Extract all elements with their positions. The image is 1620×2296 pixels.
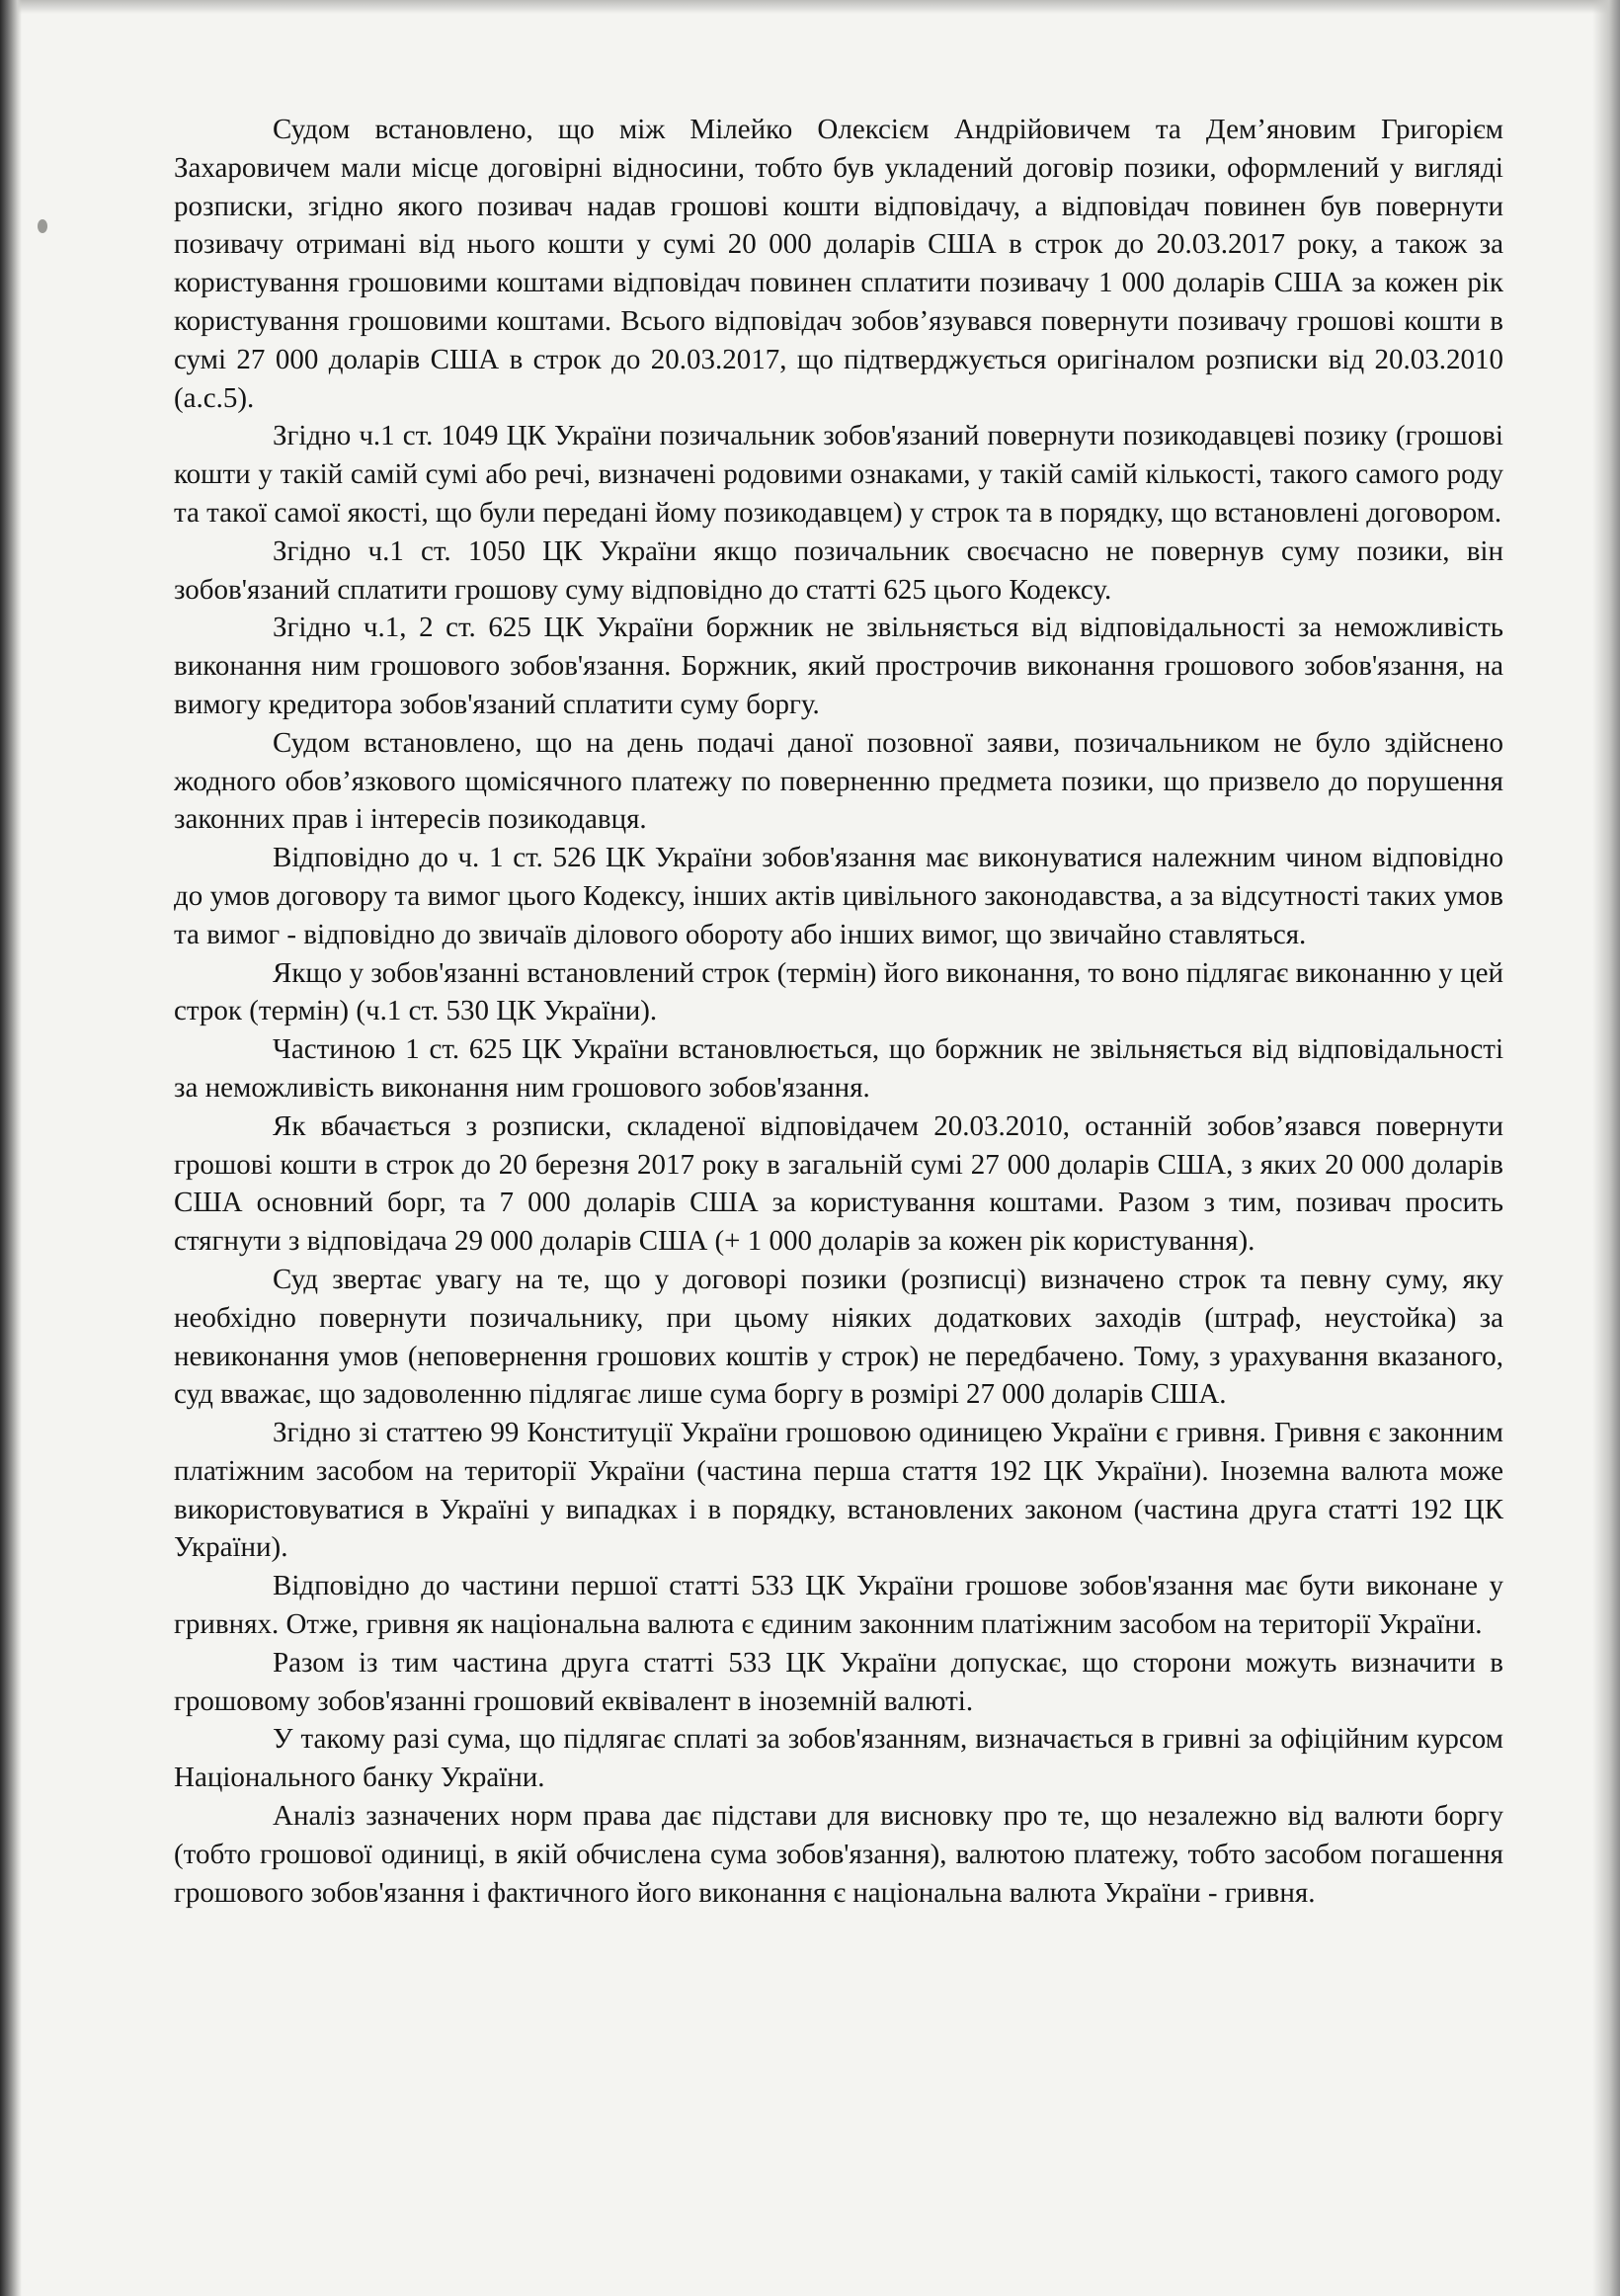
paragraph-3: Згідно ч.1 ст. 1050 ЦК України якщо позичальник своєчасно не повернув суму позики, він зобов'язаний сплатити грошову суму відповідно до статті 625 цього Кодексу.	[174, 534, 1503, 606]
paragraph-4: Згідно ч.1, 2 ст. 625 ЦК України боржник не звільняється від відповідальності за неможливість виконання ним грошового зобов'язання. Боржник, який прострочив виконання грошового зобов'язання, на вимогу кредитора зобов'язаний сплатити суму боргу.	[174, 612, 1503, 720]
paragraph-1: Судом встановлено, що між Мілейко Олексієм Андрійовичем та Дем’яновим Григорієм Захаровичем мали місце договірні відносини, тобто був укладений договір позики, оформлений у вигляді розписки, згідно якого позивач надав грошові кошти відповідачу, а відповідач повинен був повернути позивачу отримані від нього кошти у сумі 20 000 доларів США в строк до 20.03.2017 року, а також за користування грошовими коштами відповідач повинен сплатити позивачу 1 000 доларів США за кожен рік користування грошовими коштами. Всього відповідач зобов’язувався повернути позивачу грошові кошти в сумі 27 000 доларів США в строк до 20.03.2017, що підтверджується оригіналом розписки від 20.03.2010 (а.с.5).	[174, 114, 1503, 414]
paragraph-10: Суд звертає увагу на те, що у договорі позики (розписці) визначено строк та певну суму, яку необхідно повернути позичальнику, при цьому ніяких додаткових заходів (штраф, неустойка) за невиконання умов (неповернення грошових коштів у строк) не передбачено. Тому, з урахування вказаного, суд вважає, що задоволенню підлягає лише сума боргу в розмірі 27 000 доларів США.	[174, 1263, 1503, 1411]
paragraph-13: Разом із тим частина друга статті 533 ЦК України допускає, що сторони можуть визначити в грошовому зобов'язанні грошовий еквівалент в іноземній валюті.	[174, 1646, 1503, 1717]
paragraph-15: Аналіз зазначених норм права дає підстави для висновку про те, що незалежно від валюти боргу (тобто грошової одиниці, в якій обчислена сума зобов'язання), валютою платежу, тобто засобом погашення грошового зобов'язання і фактичного його виконання є національна валюта України - гривня.	[174, 1800, 1503, 1909]
paragraph-2: Згідно ч.1 ст. 1049 ЦК України позичальник зобов'язаний повернути позикодавцеві позику (грошові кошти у такій самій сумі або речі, визначені родовими ознаками, у такій самій кількості, такого самого роду та такої самої якості, що були передані йому позикодавцем) у строк та в порядку, що встановлені договором.	[174, 420, 1503, 529]
paragraph-5: Судом встановлено, що на день подачі даної позовної заяви, позичальником не було здійснено жодного обов’язкового щомісячного платежу по поверненню предмета позики, що призвело до порушення законних прав і інтересів позикодавця.	[174, 726, 1503, 836]
paragraph-12: Відповідно до частини першої статті 533 ЦК України грошове зобов'язання має бути виконане у гривнях. Отже, гривня як національна валюта є єдиним законним платіжним засобом на території України.	[174, 1570, 1503, 1641]
paragraph-9: Як вбачається з розписки, складеної відповідачем 20.03.2010, останній зобов’язався повернути грошові кошти в строк до 20 березня 2017 року в загальній сумі 27 000 доларів США, з яких 20 000 доларів США основний борг, та 7 000 доларів США за користування коштами. Разом з тим, позивач просить стягнути з відповідача 29 000 доларів США (+ 1 000 доларів за кожен рік користування).	[174, 1109, 1503, 1258]
paragraph-14: У такому разі сума, що підлягає сплаті за зобов'язанням, визначається в гривні за офіційним курсом Національного банку України.	[174, 1723, 1503, 1794]
punch-hole-mark	[38, 219, 47, 233]
paragraph-8: Частиною 1 ст. 625 ЦК України встановлюється, що боржник не звільняється від відповідальності за неможливість виконання ним грошового зобов'язання.	[174, 1033, 1503, 1104]
paragraph-6: Відповідно до ч. 1 ст. 526 ЦК України зобов'язання має виконуватися належним чином відповідно до умов договору та вимог цього Кодексу, інших актів цивільного законодавства, а за відсутності таких умов та вимог - відповідно до звичаїв ділового обороту або інших вимог, що звичайно ставляться.	[174, 842, 1503, 950]
paragraph-11: Згідно зі статтею 99 Конституції України грошовою одиницею України є гривня. Гривня є законним платіжним засобом на території України (частина перша стаття 192 ЦК України). Іноземна валюта може використовуватися в Україні у випадках і в порядку, встановлених законом (частина друга статті 192 ЦК України).	[174, 1417, 1503, 1564]
scan-shadow-right	[1592, 0, 1620, 2296]
scan-shadow-top	[0, 0, 1620, 14]
scan-shadow-left	[0, 0, 22, 2296]
document-body	[174, 111, 1503, 1912]
paragraph-7: Якщо у зобов'язанні встановлений строк (термін) його виконання, то воно підлягає виконанню у цей строк (термін) (ч.1 ст. 530 ЦК України).	[174, 956, 1503, 1027]
